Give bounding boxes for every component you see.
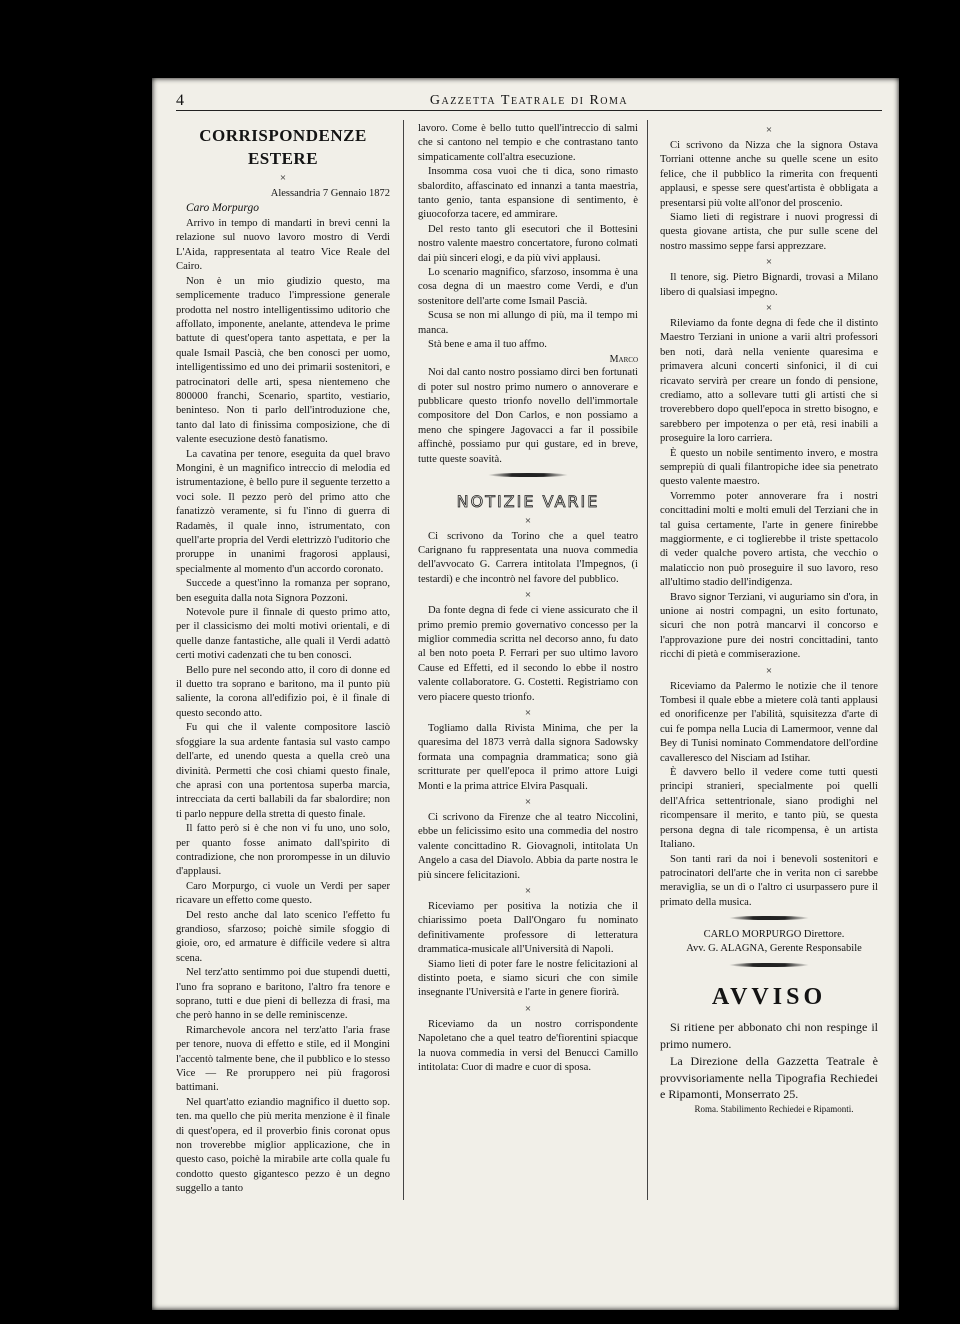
paragraph: Noi dal canto nostro possiamo dirci ben fortunati di poter sul nostro primo numero o annoverare e pubblicare questo trionfo novello dell'immortale compositore del Don Carlos, e non possiamo a meno che spingere Jagovacci a far il possibile affinchè, possiamo pur qui gustare, ed in breve, tutte queste soavità.: [418, 367, 638, 465]
notice-text: Si ritiene per abbonato chi non respinge il primo numero.: [660, 1020, 878, 1052]
paragraph: Lo scenario magnifico, sfarzoso, insomma è una cosa degna di un maestro come Verdi, e d'un sostenitore dell'arte come Ismail Pascià.: [418, 267, 638, 307]
news-item: Ci scrivono da Torino che a quel teatro Carignano fu rappresentata una nuova commedia dell'avvocato G. Carrera intitolata l'Impegnos, (i testardi) e che incontrò nel favore del pubblico.: [418, 530, 638, 585]
news-item: Ci scrivono da Nizza che la signora Ostava Torriani ottenne anche su quelle scene un esito felice, che il pubblico la rimerita con frequenti applausi, e spesse sere quest'artista è obbligata a presentarsi più volte all'onor del proscenio.: [660, 139, 878, 209]
divider-mark: ×: [765, 256, 773, 269]
divider-mark: ×: [524, 514, 532, 527]
news-item: È davvero bello il vedere come tutti questi principi stranieri, specialmente poi quelli dell'Africa settentrionale, siano prodighi nel ricompensare il merito, e tanto più, se questa persona degna di tale ricompensa, è un artista Italiano.: [660, 767, 878, 851]
paragraph: Stà bene e ama il tuo affmo.: [428, 339, 547, 351]
signature: Marco: [609, 353, 638, 365]
ornament-divider: [729, 916, 809, 920]
paragraph: Non è un mio giudizio questo, ma semplicemente traduco l'impressione generale prodotta nel nostro intelligentissimo uditorio che affollato, imponente, anelante, attendeva le prime battute di quest'opera tanto aspettata, e per la quale Ismail Pascià, che ben conosci per uomo, intelligentissimo ed uno dei primarii sostenitori, e patrocinatori delle arti, spesa nientemeno che 800000 franchi, Scenario, spartito, vestiario, beninteso. Non ti parlo dell'introduzione che, tanto dal lato di finissima composizione, che di valente esecuzione destò fanatismo.: [176, 275, 390, 446]
printer-imprint: Roma. Stabilimento Rechiedei e Ripamonti.: [694, 1104, 854, 1115]
news-item: Da fonte degna di fede ci viene assicurato che il primo premio premio governativo concesso per la miglior commedia scritta nel decorso anno, fu dato al ben noto poeta P. Ferrari per suo ultimo lavoro Cause ed Effetti, ed il secondo lo ebbe il nostro valente collaboratore. G. Costetti. Registriamo con vero piacere questo trionfo.: [418, 605, 638, 703]
paragraph: Bello pure nel secondo atto, il coro di donne ed il duetto tra soprano e baritono, ma il punto più saliente, la corona all'edifizio poi, è il finale di questo secondo atto.: [176, 664, 390, 719]
notice-heading: AVVISO: [711, 983, 827, 1010]
paragraph: Fu qui che il valente compositore lasciò sfoggiare la sua ardente fantasia sul vasto campo dell'arte, ed unendo questa a quella creò una divinità. Permetti che così chiami questo finale, che aprasi con una portentosa superba marcia, intrecciata da certi ballabili da far sbalordire; non ti parlo neppure della stretta di questo finale.: [176, 722, 390, 820]
paragraph: Notevole pure il finnale di questo primo atto, per il classicismo dei molti motivi orientali, e di quelle danze fantastiche, alle quali il Verdi adattò certi motivi cadenzati che tu ben conosci.: [176, 607, 390, 662]
paragraph: Nel quart'atto eziandio magnifico il duetto sop. ten. ma quello che più merita menzione è il finale di quest'opera, ed il proverbio finis coronat opus non troverebbe miglior applicazione, che in questo caso, poichè la mirabile arte colla quale fu condotto questo gigantesco pezzo è un degno suggello a tanto: [176, 1096, 390, 1195]
news-item: Riceviamo da un nostro corrispondente Napoletano che a quel teatro de'fiorentini spiacque la nuova commedia in versi del Benucci Camillo intitolata: Cuor di madre e cuor di sposa.: [418, 1018, 638, 1073]
dateline: Alessandria 7 Gennaio 1872: [270, 188, 390, 200]
paragraph: Il fatto però si è che non vi fu uno, uno solo, per quanto fosse animato dall'spirito di contradizione, che non prorompesse in un diluvio d'applausi.: [176, 823, 390, 878]
column-divider: [403, 120, 404, 1200]
divider-mark: ×: [524, 589, 532, 602]
news-item: È questo un nobile sentimento invero, e mostra semprepiù di quali filantropiche idee sia penetrato questo valente maestro.: [660, 447, 878, 488]
column-3: [660, 122, 878, 1116]
paragraph: Del resto anche dal lato scenico l'effetto fu grandioso, sfarzoso; poichè simile sfoggio di gioie, oro, ed armature è difficile vedere sì altra scena.: [176, 909, 390, 964]
paragraph: Nel terz'atto sentimmo poi due stupendi duetti, l'uno fra soprano e baritono, l'altro fra tenore e soprano, tutti e due pieni di bellezza di frasi, ma che però hanno in se delle reminiscenze.: [176, 967, 390, 1022]
gazette-title: Gazzetta Teatrale di Roma: [429, 93, 629, 108]
divider-mark: ×: [279, 172, 287, 185]
news-item: Riceviamo per positiva la notizia che il chiarissimo poeta Dall'Ongaro fu nominato definitivamente professore di letteratura drammatica-musicale all'Università di Napoli.: [418, 900, 638, 956]
paragraph: lavoro. Come è bello tutto quell'intreccio di salmi che si cantono nel tempio e che contrastano tanto simpaticamente coll'altra esecuzione.: [418, 123, 638, 163]
news-item: Ci scrivono da Firenze che al teatro Niccolini, ebbe un felicissimo esito una commedia del nostro valente concittadino R. Giovagnoli, intitolata Un Angelo a casa del Diavolo. Abbia da parte nostra le più sincere felicitazioni.: [418, 812, 638, 881]
news-item: Bravo signor Terziani, vi auguriamo sin d'ora, in unione ai nostri compagni, un esito fortunato, sicuri che non potrà mancarvi il concorso e l'approvazione pure dei nostri concittadini, tanto ricchi di pietà e commiserazione.: [660, 591, 878, 661]
divider-mark: ×: [524, 707, 532, 720]
news-item: Son tanti rari da noi i benevoli sostenitori e patrocinatori dell'arte che in verita non ci sarebbe meraviglia, se un dì o l'altro ci usurpassero pure il primato della musica.: [660, 853, 878, 908]
section-heading: CORRISPONDENZE ESTERE: [199, 126, 367, 169]
ornament-divider: [488, 473, 568, 477]
paragraph: Rimarchevole ancora nel terz'atto l'aria frase per tenore, nuova di effetto e stile, ed il Mongini l'accentò talmente bene, che il pubblico e lo stesso Vice — Re proruppero nei più fragorosi battimani.: [176, 1024, 390, 1094]
salutation: Caro Morpurgo: [186, 202, 259, 215]
divider-mark: ×: [524, 885, 532, 898]
column-divider: [647, 120, 648, 1200]
manager-credit: Avv. G. ALAGNA, Gerente Responsabile: [686, 943, 862, 955]
divider-mark: ×: [524, 1002, 532, 1015]
paragraph: La cavatina per tenore, eseguita da quel bravo Mongini, è un magnifico intreccio di melodia ed istrumentazione, è bello pure il seguente terzetto a voci sole. Il pezzo però del primo atto che fanatizzò veramente, si fu l'inno di guerra di Radamès, il quale inno, istrumentato, con quell'arte propria del Verdi elettrizzò l'uditorio che proruppe in unanimi fragorosi applausi, specialmente al momento d'un accordo coronato.: [176, 448, 390, 575]
news-item: Vorremmo poter annoverare fra i nostri concittadini molti e molti emuli del Terziani che in tal guisa certamente, l'arte in genere finirebbe maggiormente, e ci toglierebbe il triste spettacolo di veder qualche povero artista, che vecchio o malaticcio non può proseguire il suo lavoro, reso all'ultimo stadio dell'indigenza.: [660, 490, 878, 589]
notice-text: La Direzione della Gazzetta Teatrale è provvisoriamente nella Tipografia Rechiedei e Ripamonti, Monserrato 25.: [660, 1053, 878, 1102]
divider-mark: ×: [524, 796, 532, 809]
news-item: Siamo lieti di poter fare le nostre felicitazioni al distinto poeta, e siamo sicuri che con simile insegnante l'Università e l'arte in genere fiorirà.: [418, 958, 638, 999]
paragraph: Insomma cosa vuoi che ti dica, sono rimasto sbalordito, affascinato ed innanzi a tanta maestria, tanto genio, tanta espansione di sentimento, è giuocoforza tacere, ed ammirare.: [418, 166, 638, 221]
director-credit: CARLO MORPURGO Direttore.: [703, 929, 845, 941]
news-item: Togliamo dalla Rivista Minima, che per la quaresima del 1873 verrà dalla signora Sadowsky formata una compagnia drammatica; sono già scritturate per quell'epoca il primo attore Luigi Monti e la prima attrice Elvira Pasquali.: [418, 723, 638, 792]
news-item: Rileviamo da fonte degna di fede che il distinto Maestro Terziani in unione a varii altri professori ben noti, darà nella veniente quaresima e primavera alcuni concerti sinfonici, il di cui ricavato servirà per creare un fondo di pensione, crediamo, atto a sollevare tutti gli artisti che si troverebbero dopo quell'epoca in stretto bisogno, e sarebbero per impotenza o per età, resi inabili a proseguire la loro carriera.: [660, 317, 878, 445]
divider-mark: ×: [765, 124, 773, 136]
paragraph: Arrivo in tempo di mandarti in brevi cenni la relazione sul nuovo lavoro mostro di Verdi L'Aida, rappresentata al teatro Vice Reale del Cairo.: [176, 218, 390, 273]
column-1: [176, 122, 390, 1197]
paragraph: Succede a quest'inno la romanza per soprano, ben eseguita dalla nota Signora Pozzoni.: [176, 578, 390, 604]
divider-mark: ×: [765, 301, 773, 314]
paragraph: Del resto tanto gli esecutori che il Bottesini nostro valente maestro concertatore, furono colmati dai più sinceri elogi, e da più vivi applausi.: [418, 223, 638, 264]
ornament-divider: [729, 963, 809, 967]
header-rule: [176, 110, 882, 111]
paragraph: Scusa se non mi allungo di più, ma il tempo mi manca.: [418, 310, 638, 336]
news-item: Siamo lieti di registrare i nuovi progressi di questa giovane artista, che pur sulle scene del nostro massimo seppe farsi apprezzare.: [660, 211, 878, 252]
news-item: Riceviamo da Palermo le notizie che il tenore Tombesi il quale ebbe a mietere colà tanti applausi ed onorificenze per l'abilità, squisitezza d'arte di cui fe pompa nella Lucia di Lamermoor, venne dal Bey di Tunisi nominato Commendatore dell'ordine cavalleresco del Nisciam ad Istihar.: [660, 680, 878, 764]
column-2: [418, 122, 638, 1075]
news-item: Il tenore, sig. Pietro Bignardi, trovasi a Milano libero di qualsiasi impegno.: [660, 272, 878, 298]
page-number: 4: [176, 92, 184, 109]
paragraph: Caro Morpurgo, ci vuole un Verdi per saper ricavare un effetto come questo.: [176, 880, 390, 907]
divider-mark: ×: [765, 664, 773, 677]
page-header: [176, 92, 882, 112]
section-heading: NOTIZIE VARIE: [456, 491, 600, 511]
